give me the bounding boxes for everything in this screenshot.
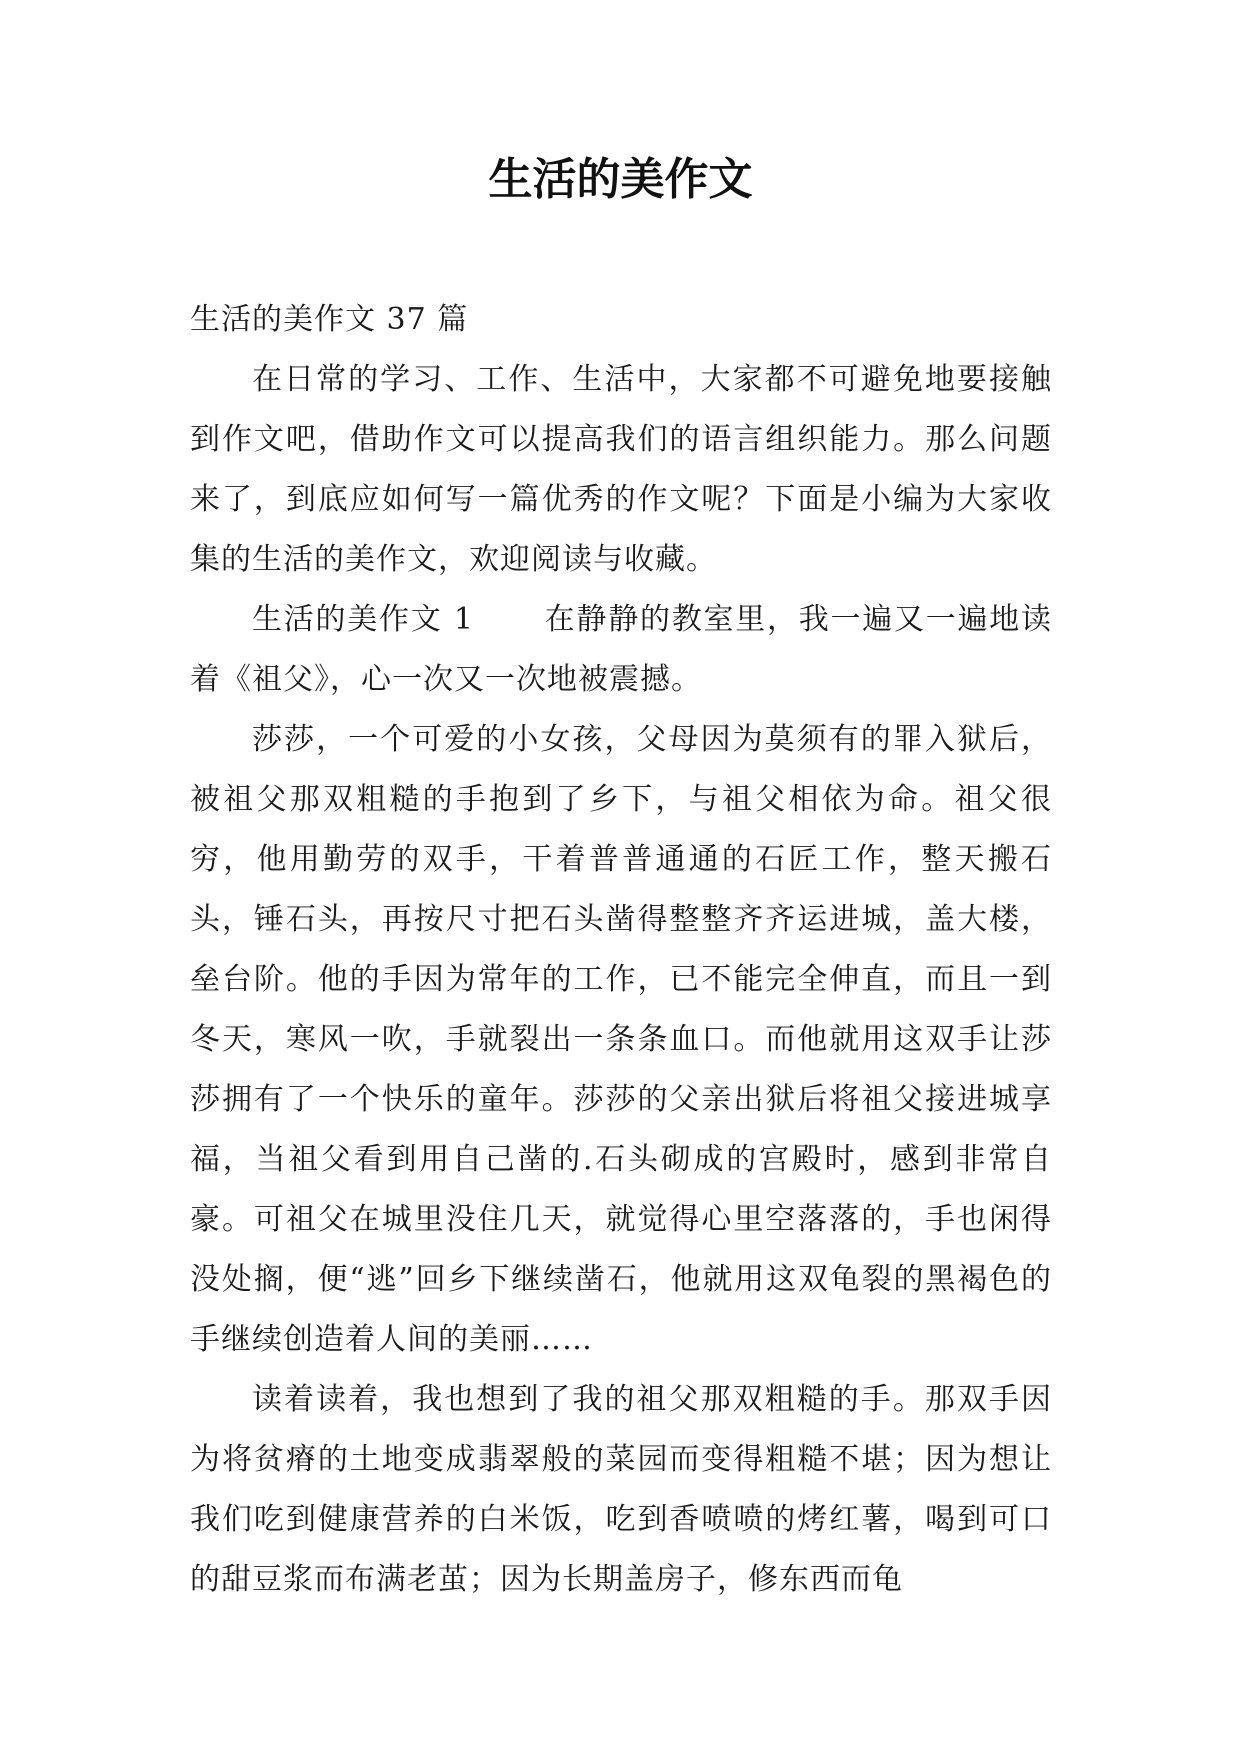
document-title: 生活的美作文	[488, 154, 753, 205]
essay-first-paragraph	[190, 590, 1052, 710]
essay-paragraph-2: 莎莎，一个可爱的小女孩，父母因为莫须有的罪入狱后，被祖父那双粗糙的手抱到了乡下，与祖父相依为命。祖父很穷，他用勤劳的双手，干着普普通通的石匠工作，整天搬石头，锤石头，再按尺寸把石头凿得整整齐齐运进城，盖大楼，垒台阶。他的手因为常年的工作，已不能完全伸直，而且一到冬天，寒风一吹，手就裂出一条条血口。而他就用这双手让莎莎拥有了一个快乐的童年。莎莎的父亲出狱后将祖父接进城享福，当祖父看到用自己凿的.石头砌成的宫殿时，感到非常自豪。可祖父在城里没住几天，就觉得心里空落落的，手也闲得没处搁，便“逃”回乡下继续凿石，他就用这双龟裂的黑褐色的手继续创造着人间的美丽……	[190, 722, 1052, 1357]
essay-heading: 生活的美作文 1	[252, 602, 474, 637]
essay-opening: 在静静的教室里，我一遍又一遍地读着《祖父》，心一次又一次地被震撼。	[190, 602, 1053, 697]
essay-paragraph-3: 读着读着，我也想到了我的祖父那双粗糙的手。那双手因为将贫瘠的土地变成翡翠般的菜园而变得粗糙不堪；因为想让我们吃到健康营养的白米饭，吃到香喷喷的烤红薯，喝到可口的甜豆浆而布满老茧；因为长期盖房子，修东西而龟	[190, 1382, 1052, 1597]
document-body	[190, 290, 1052, 1610]
intro-paragraph: 在日常的学习、工作、生活中，大家都不可避免地要接触到作文吧，借助作文可以提高我们的语言组织能力。那么问题来了，到底应如何写一篇优秀的作文呢？下面是小编为大家收集的生活的美作文，欢迎阅读与收藏。	[190, 362, 1052, 577]
document-subtitle: 生活的美作文 37 篇	[190, 302, 469, 337]
